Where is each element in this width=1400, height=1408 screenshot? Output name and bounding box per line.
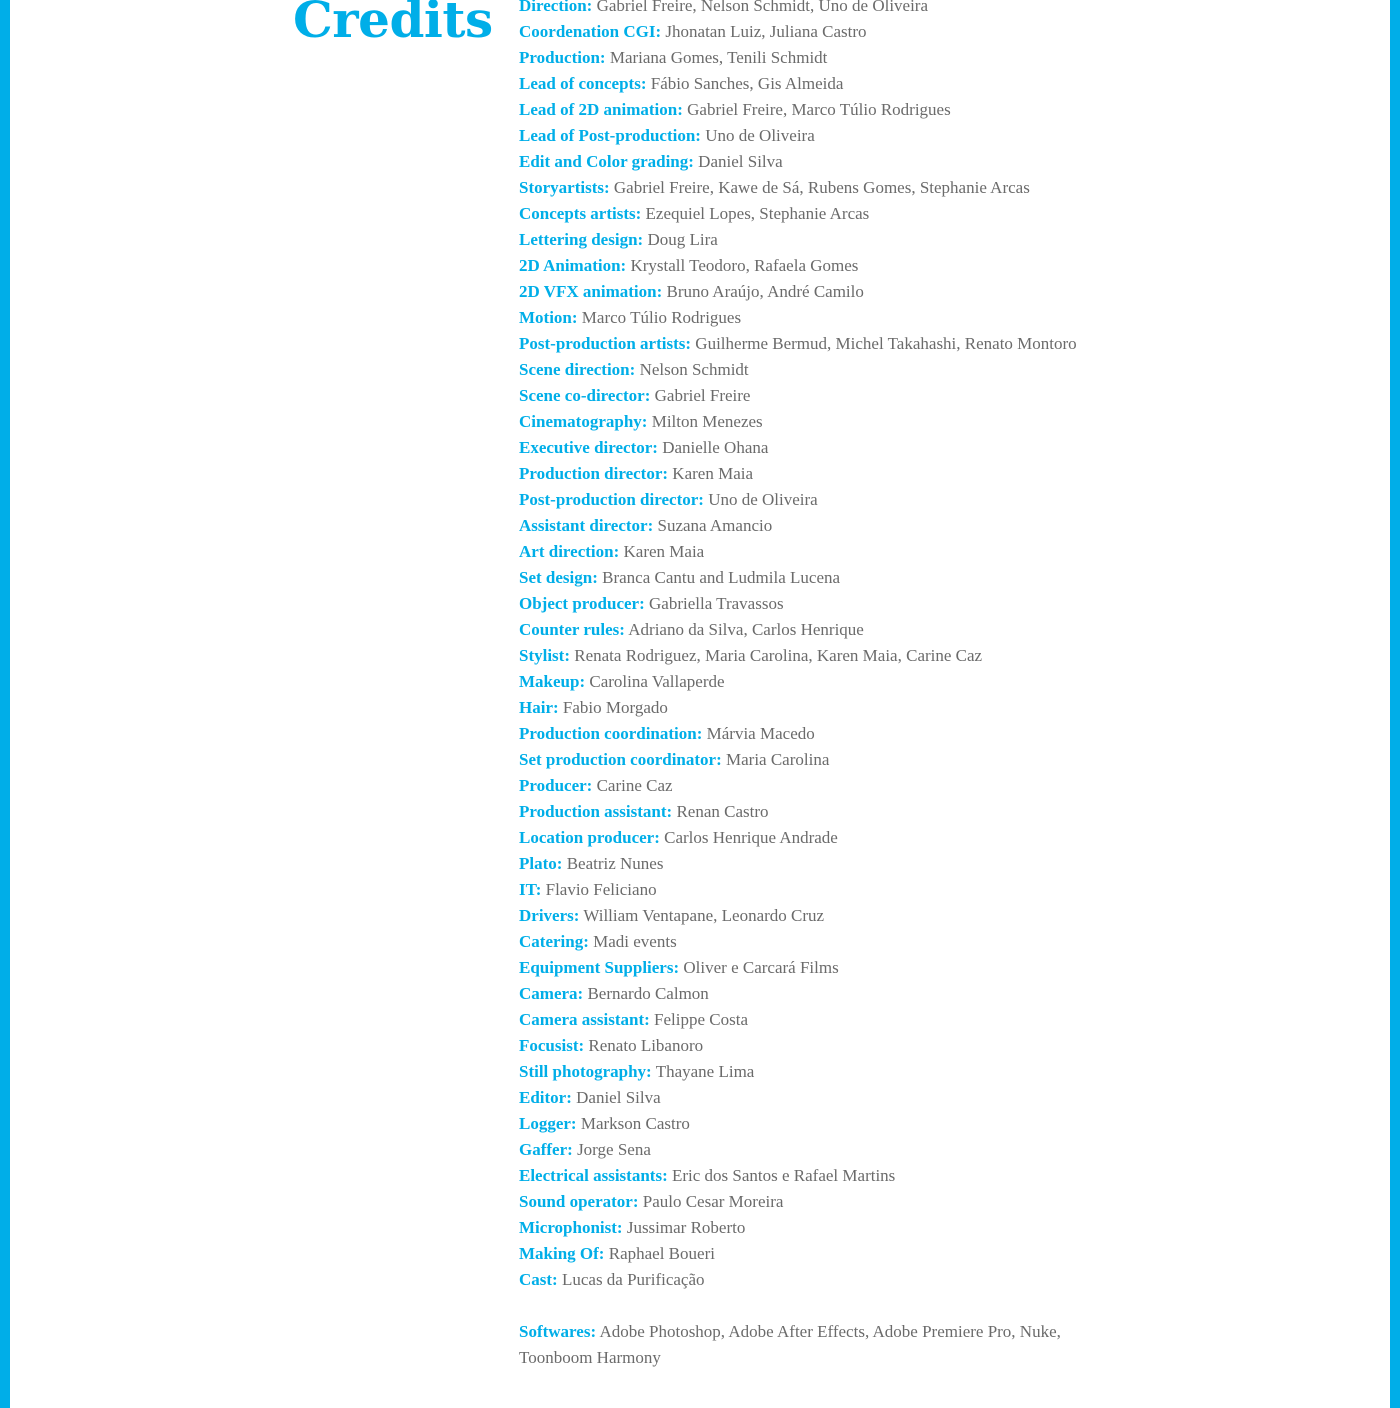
credit-row: [519, 409, 1089, 435]
credit-row: [519, 383, 1089, 409]
credit-names: Ezequiel Lopes, Stephanie Arcas: [645, 204, 870, 223]
credit-role: Storyartists:: [519, 178, 610, 197]
credit-role: Focusist:: [519, 1036, 585, 1055]
credit-role: Scene direction:: [519, 360, 636, 379]
credit-row: [519, 45, 1089, 71]
credit-names: Márvia Macedo: [706, 724, 815, 743]
credit-names: Adriano da Silva, Carlos Henrique: [628, 620, 864, 639]
credit-role: Cinematography:: [519, 412, 648, 431]
credit-row: [519, 773, 1089, 799]
credit-role: Executive director:: [519, 438, 658, 457]
credit-names: Uno de Oliveira: [705, 126, 815, 145]
credit-role: Camera:: [519, 984, 584, 1003]
credit-row: [519, 877, 1089, 903]
credits-list: [519, 0, 1089, 1371]
credit-row: [519, 1059, 1089, 1085]
credit-role: Still photography:: [519, 1062, 652, 1081]
credit-row: [519, 461, 1089, 487]
credit-names: Thayane Lima: [655, 1062, 755, 1081]
credit-role: Edit and Color grading:: [519, 152, 694, 171]
credit-names: Suzana Amancio: [657, 516, 773, 535]
credit-names: Carine Caz: [596, 776, 673, 795]
credit-names: Renan Castro: [676, 802, 769, 821]
credit-role: Making Of:: [519, 1244, 605, 1263]
credit-names: Oliver e Carcará Films: [683, 958, 839, 977]
credit-names: Renata Rodriguez, Maria Carolina, Karen Maia, Carine Caz: [574, 646, 983, 665]
credit-names: Danielle Ohana: [662, 438, 769, 457]
credit-role: Coordenation CGI:: [519, 22, 662, 41]
credit-names: Lucas da Purificação: [561, 1270, 705, 1289]
credit-role: Post-production artists:: [519, 334, 692, 353]
credit-role: Lead of Post-production:: [519, 126, 701, 145]
credit-row: [519, 201, 1089, 227]
credit-role: Production assistant:: [519, 802, 673, 821]
credit-row: [519, 1319, 1089, 1371]
credit-names: Daniel Silva: [576, 1088, 661, 1107]
credit-role: Plato:: [519, 854, 563, 873]
credit-names: Milton Menezes: [651, 412, 763, 431]
credit-role: Concepts artists:: [519, 204, 642, 223]
credit-names: Gabriel Freire: [654, 386, 751, 405]
credit-row: [519, 123, 1089, 149]
credit-names: Carlos Henrique Andrade: [664, 828, 838, 847]
credit-role: 2D Animation:: [519, 256, 627, 275]
credit-names: Jorge Sena: [577, 1140, 651, 1159]
credit-names: Adobe Photoshop, Adobe After Effects, Adobe Premiere Pro, Nuke, Toonboom Harmony: [519, 1322, 1061, 1367]
credit-row: [519, 955, 1089, 981]
credit-names: Maria Carolina: [726, 750, 830, 769]
credit-row: [519, 929, 1089, 955]
credit-role: Editor:: [519, 1088, 572, 1107]
credit-row: [519, 175, 1089, 201]
credit-row: [519, 851, 1089, 877]
credit-row: [519, 487, 1089, 513]
credit-role: Camera assistant:: [519, 1010, 650, 1029]
credit-role: Microphonist:: [519, 1218, 623, 1237]
credit-role: Counter rules:: [519, 620, 625, 639]
credit-names: Krystall Teodoro, Rafaela Gomes: [630, 256, 859, 275]
credit-role: Electrical assistants:: [519, 1166, 668, 1185]
credit-row: [519, 643, 1089, 669]
credit-role: Sound operator:: [519, 1192, 639, 1211]
credit-role: Production director:: [519, 464, 669, 483]
credit-names: Beatriz Nunes: [566, 854, 664, 873]
credit-role: Drivers:: [519, 906, 580, 925]
credit-names: Jussimar Roberto: [626, 1218, 746, 1237]
credit-names: Gabriel Freire, Kawe de Sá, Rubens Gomes, Stephanie Arcas: [613, 178, 1030, 197]
credit-names: Bernardo Calmon: [587, 984, 709, 1003]
credit-role: Lead of concepts:: [519, 74, 647, 93]
credit-row: [519, 435, 1089, 461]
credit-names: Renato Libanoro: [588, 1036, 704, 1055]
credit-names: Carolina Vallaperde: [589, 672, 725, 691]
credit-row: [519, 1111, 1089, 1137]
credit-row: [519, 1007, 1089, 1033]
credit-role: Location producer:: [519, 828, 660, 847]
credit-role: Set production coordinator:: [519, 750, 722, 769]
credit-row: [519, 149, 1089, 175]
credit-row: [519, 305, 1089, 331]
credit-role: Gaffer:: [519, 1140, 573, 1159]
credit-names: Jhonatan Luiz, Juliana Castro: [665, 22, 867, 41]
credit-role: IT:: [519, 880, 542, 899]
credit-names: Felippe Costa: [654, 1010, 749, 1029]
credit-role: Art direction:: [519, 542, 620, 561]
credit-row: [519, 981, 1089, 1007]
credit-names: William Ventapane, Leonardo Cruz: [583, 906, 825, 925]
credit-row: [519, 747, 1089, 773]
credit-role: Lead of 2D animation:: [519, 100, 683, 119]
credit-role: Production:: [519, 48, 606, 67]
credit-row: [519, 1033, 1089, 1059]
credit-names: Fabio Morgado: [562, 698, 668, 717]
credit-row: [519, 825, 1089, 851]
credit-role: Softwares:: [519, 1322, 597, 1341]
credit-row: [519, 0, 1089, 19]
credit-names: Eric dos Santos e Rafael Martins: [671, 1166, 896, 1185]
credit-names: Raphael Boueri: [608, 1244, 715, 1263]
credit-names: Bruno Araújo, André Camilo: [666, 282, 864, 301]
credit-names: Flavio Feliciano: [545, 880, 657, 899]
credit-names: Fábio Sanches, Gis Almeida: [650, 74, 844, 93]
credit-row: [519, 565, 1089, 591]
credit-row: [519, 1215, 1089, 1241]
credit-names: Marco Túlio Rodrigues: [581, 308, 742, 327]
credit-names: Mariana Gomes, Tenili Schmidt: [609, 48, 828, 67]
credit-role: Motion:: [519, 308, 578, 327]
credit-row: [519, 1163, 1089, 1189]
credit-role: Lettering design:: [519, 230, 644, 249]
credit-names: Karen Maia: [623, 542, 705, 561]
credit-role: Producer:: [519, 776, 593, 795]
credit-row: [519, 331, 1089, 357]
credit-row: [519, 19, 1089, 45]
credit-row: [519, 253, 1089, 279]
credit-role: Object producer:: [519, 594, 645, 613]
credit-role: Set design:: [519, 568, 598, 587]
credit-row: [519, 695, 1089, 721]
credit-role: Cast:: [519, 1270, 558, 1289]
credit-row: [519, 1189, 1089, 1215]
credit-row: [519, 1267, 1089, 1293]
credit-names: Uno de Oliveira: [708, 490, 818, 509]
credit-row: [519, 357, 1089, 383]
credit-row: [519, 97, 1089, 123]
credit-row: [519, 1137, 1089, 1163]
credit-names: Markson Castro: [580, 1114, 690, 1133]
credit-role: Production coordination:: [519, 724, 703, 743]
credit-row: [519, 1085, 1089, 1111]
credit-row: [519, 539, 1089, 565]
credit-row: [519, 903, 1089, 929]
credit-role: Catering:: [519, 932, 589, 951]
page-title: Credits: [293, 0, 493, 49]
credit-names: Paulo Cesar Moreira: [642, 1192, 784, 1211]
credit-names: Daniel Silva: [698, 152, 783, 171]
credit-names: Madi events: [593, 932, 677, 951]
credit-role: Logger:: [519, 1114, 577, 1133]
credit-row: [519, 799, 1089, 825]
credit-role: Direction:: [519, 0, 593, 15]
credit-row: [519, 279, 1089, 305]
credit-role: Hair:: [519, 698, 559, 717]
credit-names: Guilherme Bermud, Michel Takahashi, Renato Montoro: [695, 334, 1077, 353]
credit-row: [519, 669, 1089, 695]
credit-role: Stylist:: [519, 646, 570, 665]
credit-role: Makeup:: [519, 672, 586, 691]
credit-row: [519, 617, 1089, 643]
credit-names: Nelson Schmidt: [639, 360, 749, 379]
credit-role: 2D VFX animation:: [519, 282, 663, 301]
credit-row: [519, 227, 1089, 253]
credit-names: Branca Cantu and Ludmila Lucena: [602, 568, 841, 587]
credit-row: [519, 721, 1089, 747]
credit-row: [519, 71, 1089, 97]
credit-row: [519, 513, 1089, 539]
credit-row: [519, 1241, 1089, 1267]
credit-names: Gabriel Freire, Marco Túlio Rodrigues: [687, 100, 951, 119]
credit-role: Scene co-director:: [519, 386, 651, 405]
credit-role: Post-production director:: [519, 490, 704, 509]
credit-role: Equipment Suppliers:: [519, 958, 680, 977]
credit-names: Karen Maia: [672, 464, 754, 483]
credit-role: Assistant director:: [519, 516, 654, 535]
credit-names: Gabriel Freire, Nelson Schmidt, Uno de Oliveira: [596, 0, 929, 15]
credit-row: [519, 591, 1089, 617]
credit-names: Gabriella Travassos: [649, 594, 784, 613]
credit-names: Doug Lira: [647, 230, 718, 249]
